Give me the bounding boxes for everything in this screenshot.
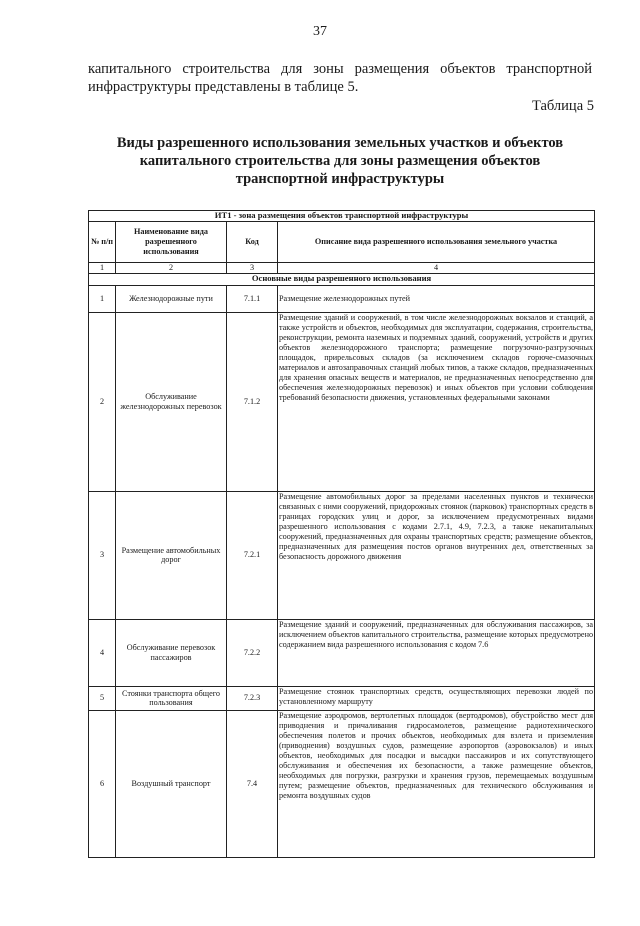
row-num: 5	[89, 686, 116, 710]
table-row	[89, 710, 595, 857]
row-description: Размещение зданий и сооружений, предназначенных для обслуживания пассажиров, за исключением объектов капитального строительства, размещение которых предусмотрено содержанием вида разрешенного использования с кодом 7.6	[278, 619, 595, 686]
row-num: 2	[89, 312, 116, 491]
row-name: Размещение автомобильных дорог	[116, 491, 227, 619]
column-number-row	[89, 263, 595, 274]
column-number: 4	[278, 263, 595, 274]
row-description: Размещение железнодорожных путей	[278, 285, 595, 312]
table-header-row	[89, 222, 595, 263]
row-num: 6	[89, 710, 116, 857]
intro-paragraph: капитального строительства для зоны размещения объектов транспортной инфраструктуры представлены в таблице 5.	[88, 61, 592, 95]
row-description: Размещение автомобильных дорог за пределами населенных пунктов и технически связанных с ними сооружений, придорожных стоянок (парковок) транспортных средств в границах городских улиц и дорог, за исключением предусмотренных видами разрешенного использования с кодами 2.7.1, 4.9, 7.2.3, а также некапитальных сооружений, предназначенных для охраны транспортных средств; размещение объектов, предназначенных для размещения постов органов внутренних дел, ответственных за безопасность дорожного движения	[278, 491, 595, 619]
header-description: Описание вида разрешенного использования земельного участка	[278, 222, 595, 263]
row-code: 7.4	[227, 710, 278, 857]
row-code: 7.1.1	[227, 285, 278, 312]
document-title: Виды разрешенного использования земельных участков и объектов капитального строительства для зоны размещения объектов транспортной инфраструктуры	[116, 135, 564, 187]
column-number: 3	[227, 263, 278, 274]
table-zone-row	[89, 211, 595, 222]
column-number: 1	[89, 263, 116, 274]
table-row	[89, 619, 595, 686]
header-code: Код	[227, 222, 278, 263]
row-num: 3	[89, 491, 116, 619]
row-description: Размещение аэродромов, вертолетных площадок (вертодромов), обустройство мест для приводнения и причаливания гидросамолетов, размещение радиотехнического обеспечения полетов и прочих объектов, необходимых для взлета и приземления (приводнения) воздушных судов, размещение аэропортов (аэровокзалов) и иных объектов, необходимых для посадки и высадки пассажиров и их сопутствующего обслуживания и обеспечения их безопасности, а также размещение объектов, необходимых для погрузки, разгрузки и хранения грузов, перемещаемых воздушным путем; размещение объектов, предназначенных для технического обслуживания и ремонта воздушных судов	[278, 710, 595, 857]
row-code: 7.2.1	[227, 491, 278, 619]
row-name: Железнодорожные пути	[116, 285, 227, 312]
table-row	[89, 285, 595, 312]
row-name: Стоянки транспорта общего пользования	[116, 686, 227, 710]
page-number: 37	[313, 24, 327, 39]
row-name: Обслуживание перевозок пассажиров	[116, 619, 227, 686]
column-number: 2	[116, 263, 227, 274]
row-num: 1	[89, 285, 116, 312]
table-row	[89, 312, 595, 491]
table-row	[89, 491, 595, 619]
row-code: 7.2.2	[227, 619, 278, 686]
row-num: 4	[89, 619, 116, 686]
header-name: Наименование вида разрешенного использования	[116, 222, 227, 263]
zone-title: ИТ1 - зона размещения объектов транспортной инфраструктуры	[89, 211, 595, 222]
row-description: Размещение стоянок транспортных средств, осуществляющих перевозки людей по установленному маршруту	[278, 686, 595, 710]
row-code: 7.2.3	[227, 686, 278, 710]
row-name: Воздушный транспорт	[116, 710, 227, 857]
row-code: 7.1.2	[227, 312, 278, 491]
row-name: Обслуживание железнодорожных перевозок	[116, 312, 227, 491]
row-description: Размещение зданий и сооружений, в том числе железнодорожных вокзалов и станций, а также устройств и объектов, необходимых для эксплуатации, содержания, строительства, реконструкции, ремонта наземных и подземных зданий, сооружений, устройств и других объектов железнодорожного транспорта; размещение погрузочно-разгрузочных площадок, прирельсовых складов (за исключением складов горюче-смазочных материалов и автозаправочных станций любых типов, а также складов, предназначенных для хранения опасных веществ и материалов, не предназначенных непосредственно для обеспечения железнодорожных перевозок) и иных объектов при условии соблюдения требований безопасности движения, установленных федеральными законами	[278, 312, 595, 491]
header-num: № п/п	[89, 222, 116, 263]
section-title: Основные виды разрешенного использования	[89, 273, 595, 285]
table-caption: Таблица 5	[531, 98, 594, 114]
table-row	[89, 686, 595, 710]
land-use-table	[88, 210, 595, 858]
section-row	[89, 273, 595, 285]
